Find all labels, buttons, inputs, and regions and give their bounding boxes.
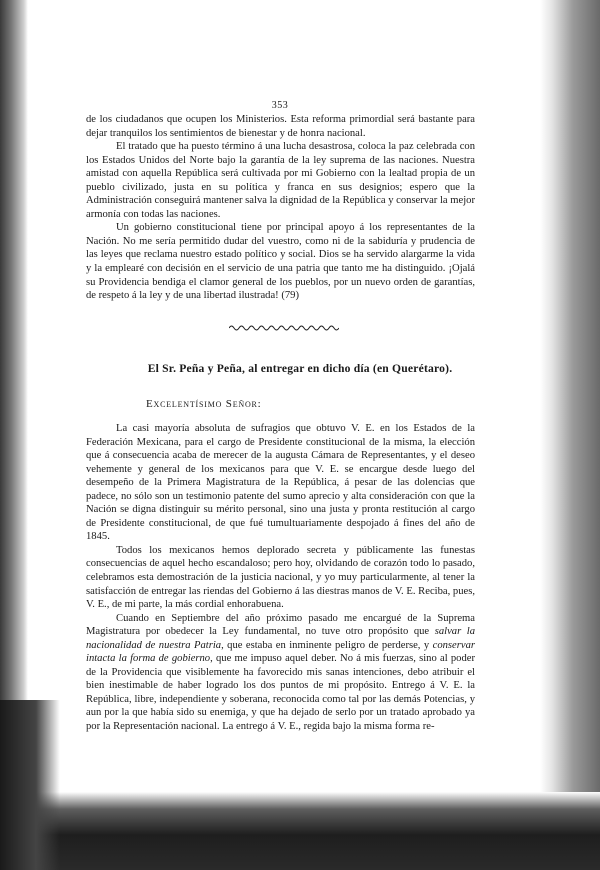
scan-edge-bottom — [0, 792, 600, 870]
section-body-text — [86, 422, 475, 734]
paragraph: El tratado que ha puesto término á una lucha desastrosa, coloca la paz celebrada con los Estados Unidos del Norte bajo la garantía de la ley suprema de las naciones. Nuestra amistad con aquella República será cultivada por mi Gobierno con la lealtad propia de un pueblo civilizado, justa en su política y franca en sus designios; espero que la Administración conseguirá mantener salva la dignidad de la República y conservar la mejor armonía con todas las naciones. — [86, 141, 475, 220]
top-section-text — [86, 113, 475, 303]
ornamental-divider — [229, 322, 339, 334]
paragraph: de los ciudadanos que ocupen los Ministerios. Esta reforma primordial será bastante para dejar tranquilos los sentimientos de bienestar y de honra nacional. — [86, 114, 475, 139]
paragraph: Un gobierno constitucional tiene por principal apoyo á los representantes de la Nación. No me sería permitido dudar del vuestro, como ni de la sabiduría y prudencia de las leyes que reclama nuestro estado político y social. Dios se ha servido alargarme la vida y la emplearé con decisión en el servicio de una patria que tanto me ha distinguido. ¡Ojalá su Providencia bendiga el clamor general de los pueblos, por un nuevo orden de garantías, de respeto á la ley y de una libertad ilustrada! (79) — [86, 222, 475, 302]
text-run: , que estaba en inminente peligro de perderse, y — [221, 639, 433, 651]
section-heading: El Sr. Peña y Peña, al entregar en dicho día (en Querétaro). — [147, 362, 453, 375]
text-run: , que me impuso aquel deber. No á mis fuerzas, sino al poder de la Providencia que visiblemente ha favorecido mis sanas intenciones, debo atribuir el bien inestimable de haber logrado los dos puntos de mi propósito. Entrego á V. E. la República, libre, independiente y soberana, reconocida como tal por las demás Potencias, y aun por la que había sido su enemiga, y que ha dejado de serlo por un tratado aprobado ya por la Representación nacional. La entrego á V. E., regida bajo la misma forma re- — [86, 653, 475, 733]
paragraph: La casi mayoría absoluta de sufragios que obtuvo V. E. en los Estados de la Federación Mexicana, para el cargo de Presidente constitucional de la misma, la elección que á consecuencia acaba de merecer de la augusta Cámara de Representantes, y el deseo vehemente y general de los mexicanos para que V. E. se encargue desde luego del desempeño de la Primera Magistratura de la República, á pesar de las dolencias que padece, no sólo son un testimonio patente del sumo aprecio y alta consideración con que la Nación se digna distinguir su mérito personal, sino una justa y pronta restitución al cargo de Presidente constitucional, de que fué tumultuariamente despojado á fines del año de 1845. — [86, 423, 475, 543]
scan-edge-right — [540, 0, 600, 870]
italic-phrase: salvar la nacionalidad de nuestra Patria — [86, 626, 475, 651]
salutation: Excelentísimo Señor: — [146, 398, 262, 410]
text-run: Cuando en Septiembre del año próximo pasado me encargué de la Suprema Magistratura por obedecer la Ley fundamental, no tuve otro propósito que — [86, 612, 475, 638]
page-number: 353 — [271, 100, 289, 111]
paragraph — [86, 612, 475, 734]
scan-corner-bottom-left — [0, 700, 60, 870]
italic-phrase: conservar intacta la forma de gobierno — [86, 639, 475, 665]
paragraph: Todos los mexicanos hemos deplorado secreta y públicamente las funestas consecuencias de aquel hecho escandaloso; pero hoy, olvidando de corazón todo lo pasado, celebramos esta demostración de la justicia nacional, y yo muy particularmente, al tener la satisfacción de entregar las riendas del Gobierno á las diestras manos de V. E. Reciba, pues, V. E., de mi parte, la más cordial enhorabuena. — [86, 544, 475, 611]
